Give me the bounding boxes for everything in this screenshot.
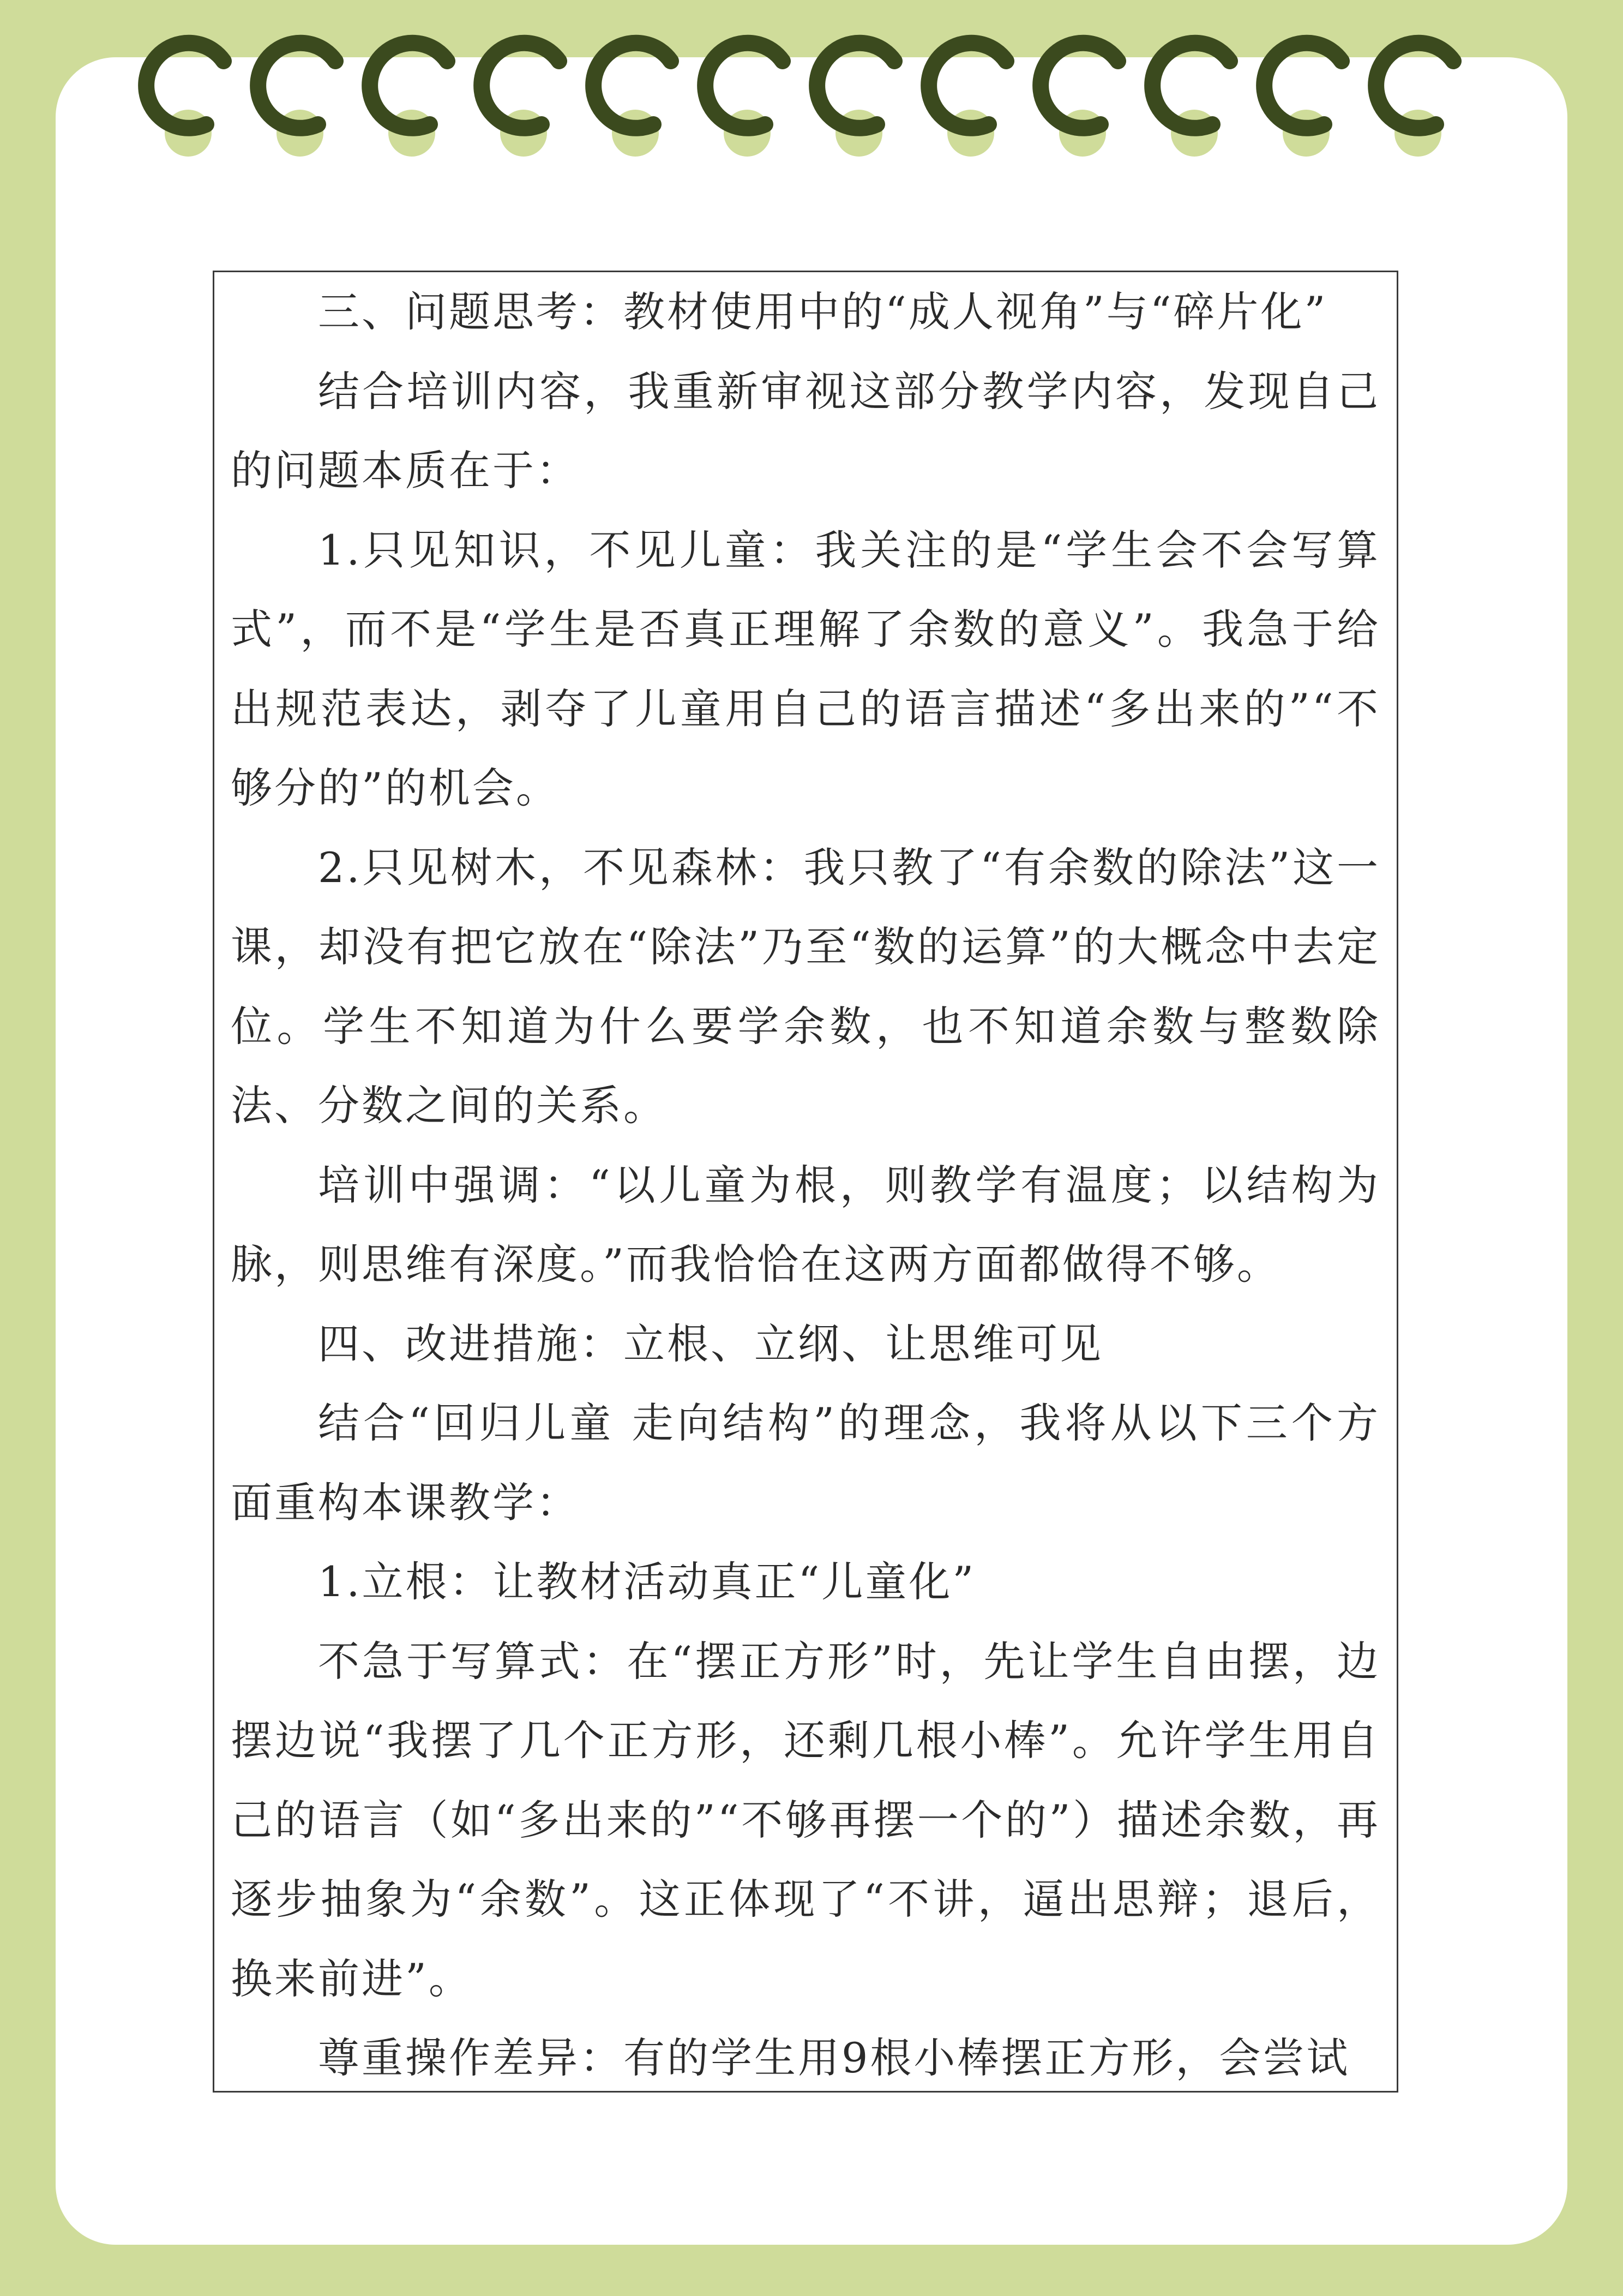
paragraph-point-2: 2.只见树木，不见森林：我只教了“有余数的除法”这一课，却没有把它放在“除法”乃至“数的运算”的大概念中去定位。学生不知道为什么要学余数，也不知道余数与整数除法、分数之间的关系。 — [231, 843, 1380, 1130]
binder-ring — [1264, 43, 1342, 157]
subheading-1: 1.立根：让教材活动真正“儿童化” — [318, 1557, 976, 1606]
paragraph-training-emphasis: 培训中强调：“以儿童为根，则教学有温度；以结构为脉，则思维有深度。”而我恰恰在这两方面都做得不够。 — [231, 1160, 1380, 1288]
paragraph-intro: 结合培训内容，我重新审视这部分教学内容，发现自己的问题本质在于： — [231, 367, 1380, 495]
paragraph-no-rush: 不急于写算式：在“摆正方形”时，先让学生自由摆，边摆边说“我摆了几个正方形，还剩几根小棒”。允许学生用自己的语言（如“多出来的”“不够再摆一个的”）描述余数，再逐步抽象为“余数”。这正体现了“不讲，逼出思辩；退后，换来前进”。 — [231, 1636, 1380, 2003]
binder-ring — [929, 43, 1006, 157]
binder-ring — [817, 43, 894, 157]
section-heading-4: 四、改进措施：立根、立纲、让思维可见 — [318, 1319, 1103, 1368]
binder-rings — [0, 0, 1623, 164]
paragraph-respect-differences: 尊重操作差异：有的学生用9根小棒摆正方形，会尝试 — [318, 2034, 1350, 2082]
paragraph-restructure-intro: 结合“回归儿童 走向结构”的理念，我将从以下三个方面重构本课教学： — [231, 1399, 1380, 1527]
binder-ring — [146, 43, 224, 157]
binder-ring — [1041, 43, 1118, 157]
binder-ring — [482, 43, 559, 157]
text-frame — [213, 271, 1398, 2093]
paragraph-point-1: 1.只见知识，不见儿童：我关注的是“学生会不会写算式”，而不是“学生是否真正理解了余数的意义”。我急于给出规范表达，剥夺了儿童用自己的语言描述“多出来的”“不够分的”的机会。 — [231, 525, 1380, 812]
binder-ring — [593, 43, 671, 157]
binder-ring — [705, 43, 783, 157]
binder-ring — [1152, 43, 1230, 157]
section-heading-3: 三、问题思考：教材使用中的“成人视角”与“碎片化” — [318, 287, 1328, 336]
binder-ring — [258, 43, 335, 157]
binder-ring — [1376, 43, 1453, 157]
binder-ring — [370, 43, 447, 157]
